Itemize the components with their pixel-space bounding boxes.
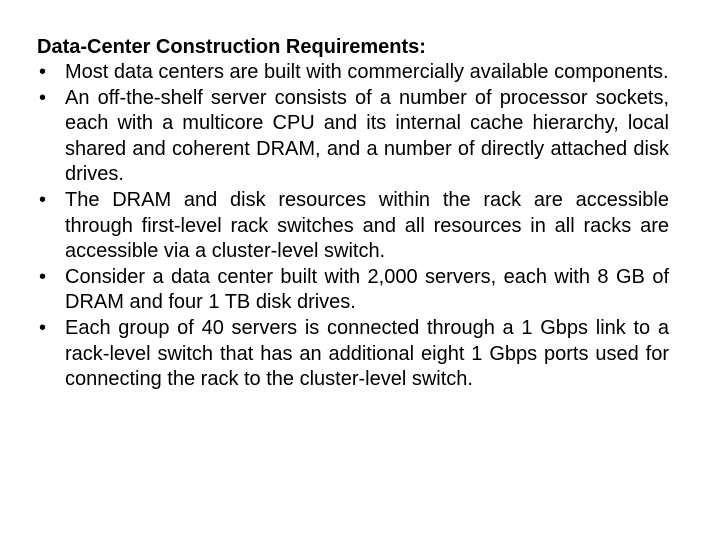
bullet-text: Each group of 40 servers is connected through a 1 Gbps link to a rack-level switch that has an additional eight 1 Gbps ports used for connecting the rack to the cluster-level switch.: [65, 316, 669, 391]
bullet-text: Consider a data center built with 2,000 servers, each with 8 GB of DRAM and four 1 TB disk drives.: [65, 265, 669, 314]
bullet-text: An off-the-shelf server consists of a number of processor sockets, each with a multicore CPU and its internal cache hierarchy, local shared and coherent DRAM, and a number of directly attached disk drives.: [65, 86, 669, 186]
bullet-text: Most data centers are built with commercially available components.: [65, 61, 669, 83]
bullet-icon: •: [39, 188, 47, 211]
bullet-list: [37, 60, 669, 393]
slide-content: [37, 34, 669, 393]
slide-heading: Data-Center Construction Requirements:: [37, 36, 426, 58]
bullet-icon: •: [39, 86, 47, 109]
bullet-item: [37, 188, 669, 265]
bullet-icon: •: [39, 316, 47, 339]
bullet-text: The DRAM and disk resources within the rack are accessible through first-level rack switches and all resources in all racks are accessible via a cluster-level switch.: [65, 188, 669, 263]
bullet-item: [37, 316, 669, 393]
bullet-item: [37, 60, 669, 86]
bullet-icon: •: [39, 61, 47, 83]
bullet-item: [37, 265, 669, 316]
bullet-item: [37, 86, 669, 188]
bullet-icon: •: [39, 265, 47, 288]
